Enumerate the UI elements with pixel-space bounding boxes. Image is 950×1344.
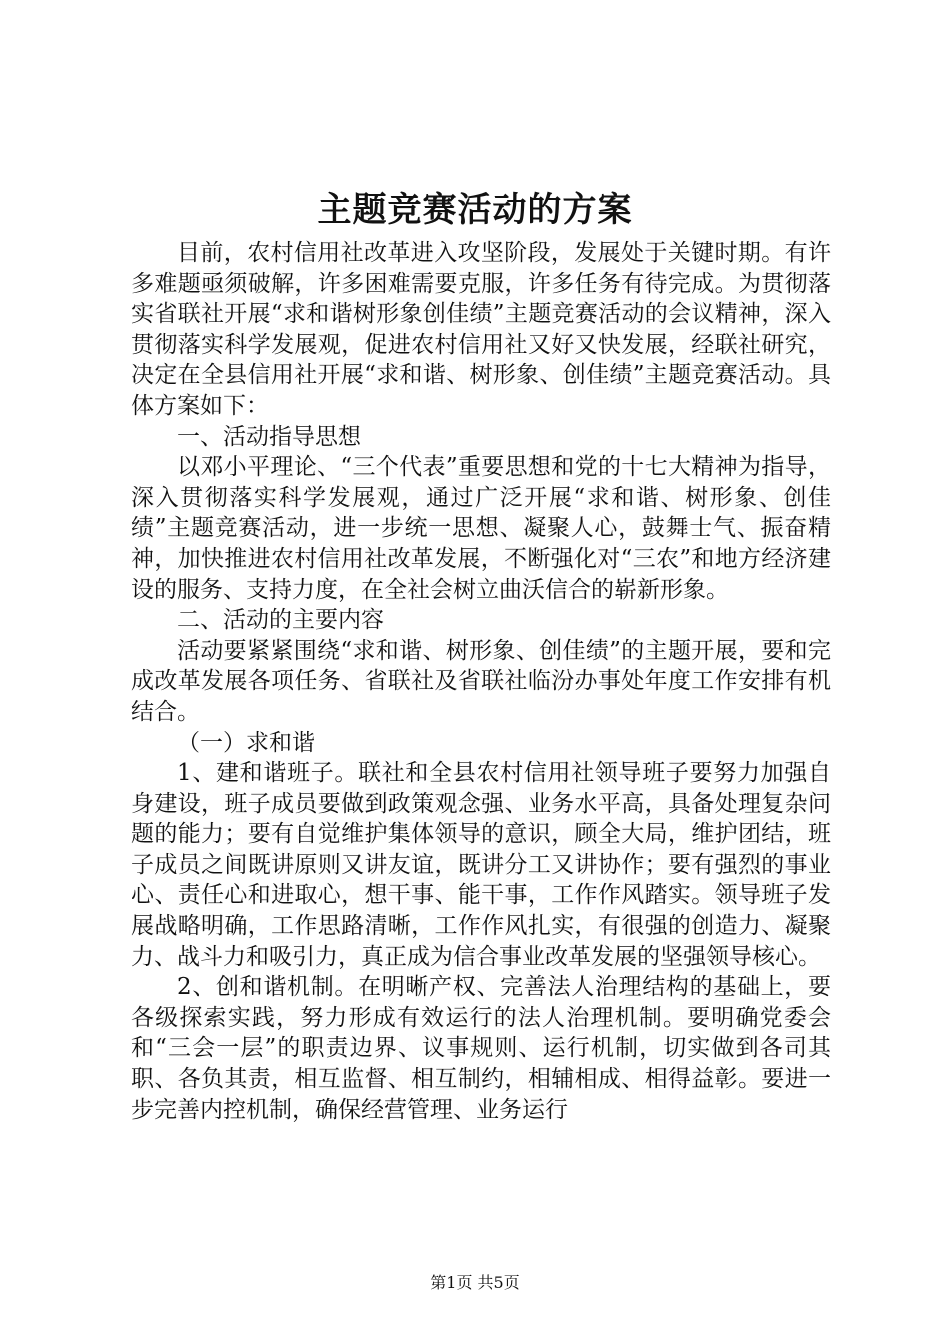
document-body bbox=[131, 238, 831, 1125]
paragraph-main-content: 活动要紧紧围绕“求和谐、树形象、创佳绩”的主题开展，要和完成改革发展各项任务、省联社及省联社临汾办事处年度工作安排有机结合。 bbox=[131, 637, 831, 725]
section-heading-guiding-ideology: 一、活动指导思想 bbox=[177, 423, 361, 450]
paragraph-harmonious-team: 1、建和谐班子。联社和全县农村信用社领导班子要努力加强自身建设，班子成员要做到政策观念强、业务水平高，具备处理复杂问题的能力；要有自觉维护集体领导的意识，顾全大局，维护团结，班子成员之间既讲原则又讲友谊，既讲分工又讲协作；要有强烈的事业心、责任心和进取心，想干事、能干事，工作作风踏实。领导班子发展战略明确，工作思路清晰，工作作风扎实，有很强的创造力、凝聚力、战斗力和吸引力，真正成为信合事业改革发展的坚强领导核心。 bbox=[131, 760, 831, 970]
paragraph-intro: 目前，农村信用社改革进入攻坚阶段，发展处于关键时期。有许多难题亟须破解，许多困难需要克服，许多任务有待完成。为贯彻落实省联社开展“求和谐树形象创佳绩”主题竞赛活动的会议精神，深入贯彻落实科学发展观，促进农村信用社又好又快发展，经联社研究，决定在全县信用社开展“求和谐、树形象、创佳绩”主题竞赛活动。具体方案如下： bbox=[131, 240, 831, 419]
paragraph-guiding-ideology: 以邓小平理论、“三个代表”重要思想和党的十七大精神为指导，深入贯彻落实科学发展观，通过广泛开展“求和谐、树形象、创佳绩”主题竞赛活动，进一步统一思想、凝聚人心，鼓舞士气、振奋精神，加快推进农村信用社改革发展，不断强化对“三农”和地方经济建设的服务、支持力度，在全社会树立曲沃信合的崭新形象。 bbox=[131, 454, 831, 603]
paragraph-harmonious-mechanism: 2、创和谐机制。在明晰产权、完善法人治理结构的基础上，要各级探索实践，努力形成有效运行的法人治理机制。要明确党委会和“三会一层”的职责边界、议事规则、运行机制，切实做到各司其职、各负其责，相互监督、相互制约，相辅相成、相得益彰。要进一步完善内控机制，确保经营管理、业务运行 bbox=[131, 974, 831, 1123]
section-heading-main-content: 二、活动的主要内容 bbox=[177, 607, 384, 634]
page-footer: 第1页 共5页 bbox=[430, 1273, 520, 1292]
document-title: 主题竞赛活动的方案 bbox=[317, 190, 633, 230]
subsection-heading-harmony: （一）求和谐 bbox=[177, 729, 315, 756]
